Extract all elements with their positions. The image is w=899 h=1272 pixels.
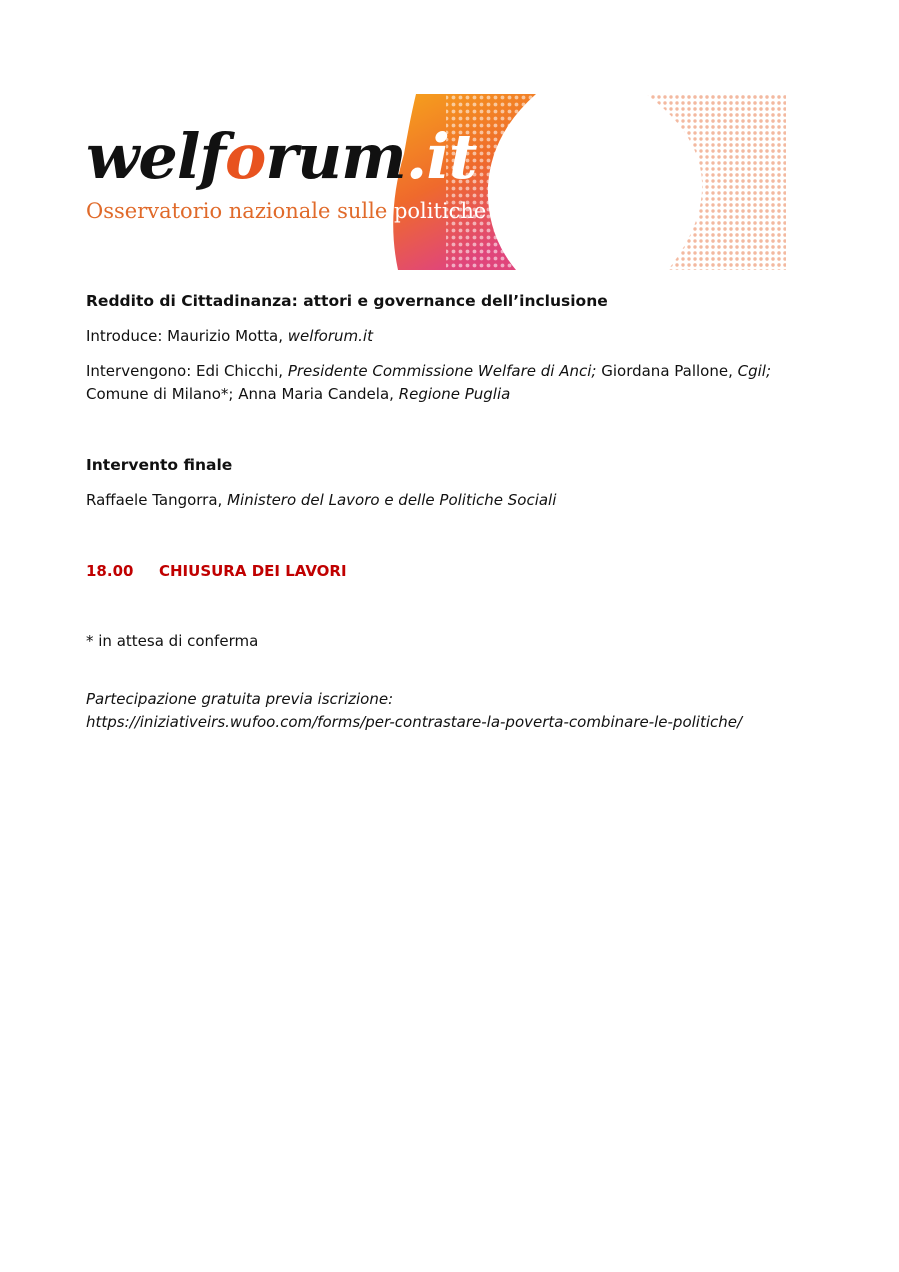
final-title: Intervento finale bbox=[86, 456, 233, 474]
closing-time: 18.00 bbox=[86, 562, 134, 580]
session-title: Reddito di Cittadinanza: attori e governance dell’inclusione bbox=[86, 292, 608, 310]
registration-url[interactable]: https://iniziativeirs.wufoo.com/forms/per-contrastare-la-poverta-combinare-le-politiche/ bbox=[86, 713, 743, 731]
session-introduce: Introduce: Maurizio Motta, welforum.it bbox=[86, 327, 373, 345]
closing-label: CHIUSURA DEI LAVORI bbox=[159, 562, 347, 580]
introduce-org: welforum.it bbox=[287, 327, 373, 345]
footnote: * in attesa di conferma bbox=[86, 632, 259, 650]
closing-line bbox=[86, 560, 806, 583]
header-banner bbox=[86, 94, 786, 270]
registration-label: Partecipazione gratuita previa iscrizione: bbox=[86, 690, 394, 708]
logo-subtitle: Osservatorio nazionale sulle politiche sociali bbox=[86, 199, 561, 223]
registration-info bbox=[86, 688, 806, 734]
logo-wordmark: welforum.it bbox=[86, 120, 477, 193]
session-speakers: Intervengono: Edi Chicchi, Presidente Commissione Welfare di Anci; Giordana Pallone, Cgil; Comune di Milano*; Anna Maria Candela, Regione Puglia bbox=[86, 362, 772, 403]
final-speaker: Raffaele Tangorra, Ministero del Lavoro e delle Politiche Sociali bbox=[86, 491, 557, 509]
